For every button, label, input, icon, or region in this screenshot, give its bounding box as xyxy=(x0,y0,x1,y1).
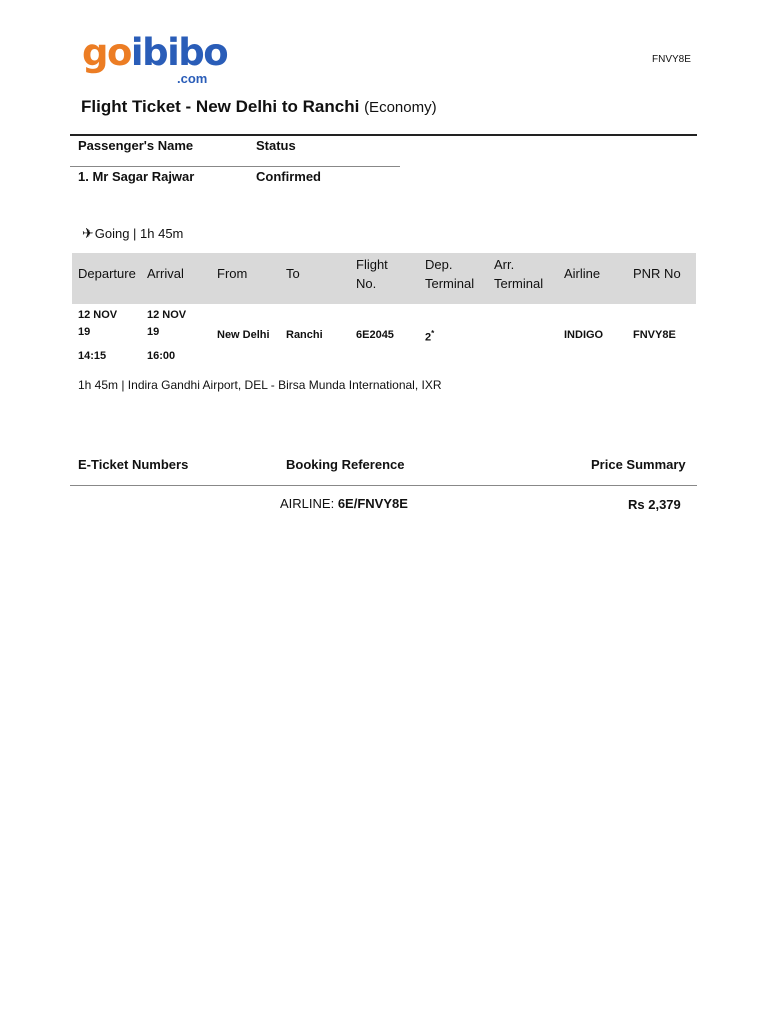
divider xyxy=(70,134,697,136)
status-header: Status xyxy=(256,138,296,153)
passenger-name-header: Passenger's Name xyxy=(78,138,194,153)
booking-reference: AIRLINE: 6E/FNVY8E xyxy=(280,496,408,511)
col-flight-no: Flight No. xyxy=(356,257,388,291)
booking-ref-header: Booking Reference xyxy=(286,457,405,472)
departure-terminal: 2* xyxy=(425,329,435,344)
departure-date: 12 NOV 19 xyxy=(78,309,118,338)
logo-wordmark: goibibo xyxy=(82,31,228,74)
goibibo-logo xyxy=(82,31,228,86)
col-from: From xyxy=(217,266,248,281)
airline-name: INDIGO xyxy=(564,329,604,341)
divider xyxy=(70,166,400,167)
to-city: Ranchi xyxy=(286,329,323,341)
price-summary-header: Price Summary xyxy=(591,457,686,472)
col-pnr: PNR No xyxy=(633,266,681,281)
col-dep-terminal: Dep. Terminal xyxy=(425,257,475,291)
from-city: New Delhi xyxy=(217,329,270,341)
route-info: 1h 45m | Indira Gandhi Airport, DEL - Birsa Munda International, IXR xyxy=(78,378,442,392)
page-title xyxy=(81,97,437,117)
eticket-header: E-Ticket Numbers xyxy=(78,457,189,472)
arrival-time: 16:00 xyxy=(147,350,176,362)
col-arr-terminal: Arr. Terminal xyxy=(494,257,544,291)
divider xyxy=(70,485,697,486)
segment-label: ✈Going | 1h 45m xyxy=(82,225,184,241)
col-departure: Departure xyxy=(78,266,136,281)
departure-time: 14:15 xyxy=(78,350,107,362)
col-arrival: Arrival xyxy=(147,266,184,281)
passenger-name: 1. Mr Sagar Rajwar xyxy=(78,169,195,184)
booking-code: FNVY8E xyxy=(652,54,691,65)
title-class: (Economy) xyxy=(364,99,437,116)
arrival-date: 12 NOV 19 xyxy=(147,309,187,338)
logo-domain: .com xyxy=(177,71,208,86)
plane-icon: ✈ xyxy=(82,225,94,241)
title-main: Flight Ticket - New Delhi to Ranchi xyxy=(81,97,360,116)
col-airline: Airline xyxy=(564,266,601,281)
flight-number: 6E2045 xyxy=(356,329,394,341)
col-to: To xyxy=(286,266,300,281)
pnr-number: FNVY8E xyxy=(633,329,676,341)
passenger-status: Confirmed xyxy=(256,169,321,184)
total-price: Rs 2,379 xyxy=(628,497,681,512)
